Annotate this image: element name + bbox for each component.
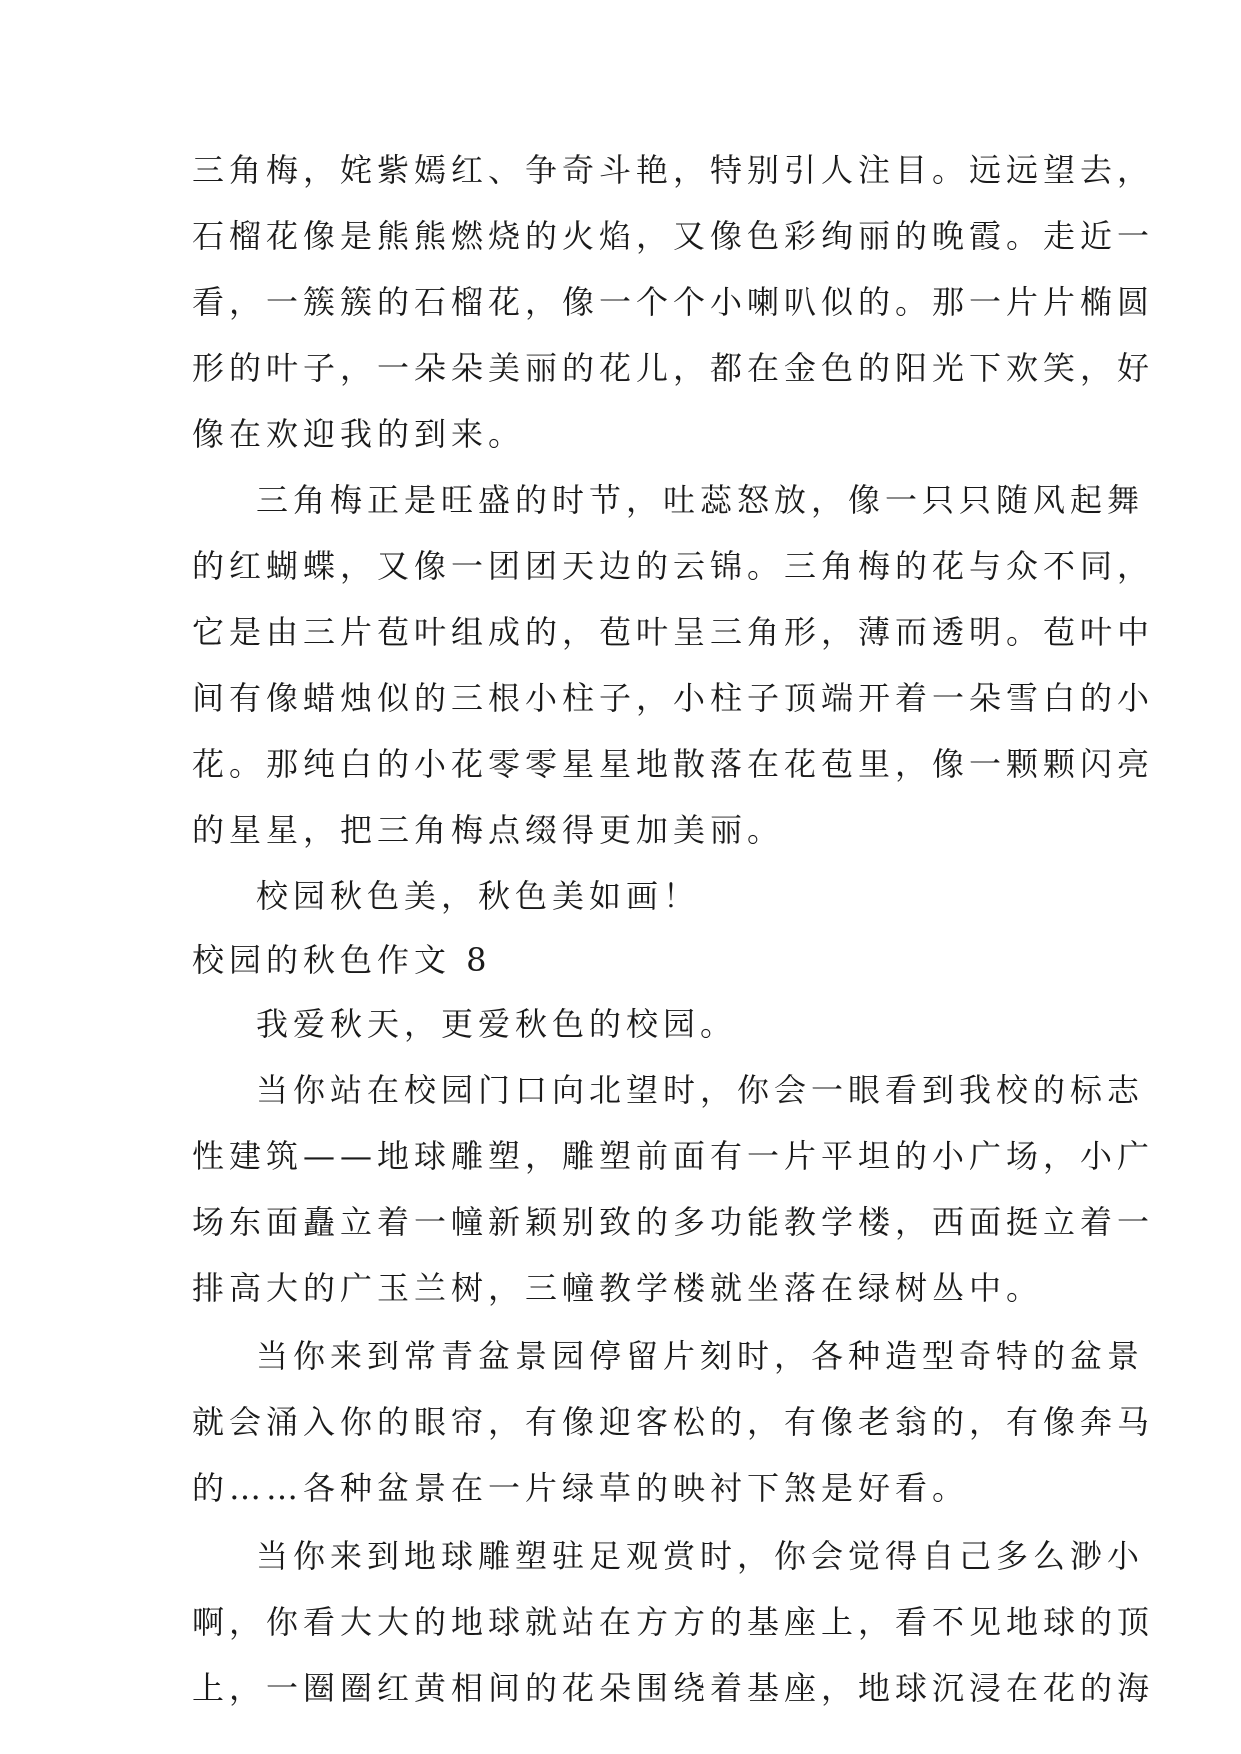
text-line: 场东面矗立着一幢新颖别致的多功能教学楼，西面挺立着一	[192, 1203, 1155, 1241]
text-line: 就会涌入你的眼帘，有像迎客松的，有像老翁的，有像奔马	[192, 1403, 1155, 1441]
text-line: 的……各种盆景在一片绿草的映衬下煞是好看。	[192, 1469, 970, 1507]
text-line: 像在欢迎我的到来。	[192, 415, 526, 453]
paragraph-first-line: 我爱秋天，更爱秋色的校园。	[256, 1005, 738, 1043]
text-line: 上，一圈圈红黄相间的花朵围绕着基座，地球沉浸在花的海	[192, 1669, 1155, 1707]
section-heading: 校园的秋色作文 8	[192, 941, 492, 979]
text-line: 的红蝴蝶，又像一团团天边的云锦。三角梅的花与众不同，	[192, 547, 1155, 585]
paragraph-first-line: 校园秋色美，秋色美如画！	[256, 877, 701, 915]
text-line: 间有像蜡烛似的三根小柱子，小柱子顶端开着一朵雪白的小	[192, 679, 1155, 717]
paragraph-first-line: 当你来到地球雕塑驻足观赏时，你会觉得自己多么渺小	[256, 1537, 1145, 1575]
text-line: 形的叶子，一朵朵美丽的花儿，都在金色的阳光下欢笑，好	[192, 349, 1155, 387]
text-line: 的星星，把三角梅点缀得更加美丽。	[192, 811, 785, 849]
paragraph-first-line: 当你来到常青盆景园停留片刻时，各种造型奇特的盆景	[256, 1337, 1145, 1375]
text-line: 看，一簇簇的石榴花，像一个个小喇叭似的。那一片片椭圆	[192, 283, 1155, 321]
text-line: 啊，你看大大的地球就站在方方的基座上，看不见地球的顶	[192, 1603, 1155, 1641]
text-line: 性建筑——地球雕塑，雕塑前面有一片平坦的小广场，小广	[192, 1137, 1155, 1175]
text-line: 石榴花像是熊熊燃烧的火焰，又像色彩绚丽的晚霞。走近一	[192, 217, 1155, 255]
text-line: 它是由三片苞叶组成的，苞叶呈三角形，薄而透明。苞叶中	[192, 613, 1155, 651]
paragraph-first-line: 三角梅正是旺盛的时节，吐蕊怒放，像一只只随风起舞	[256, 481, 1145, 519]
text-line: 花。那纯白的小花零零星星地散落在花苞里，像一颗颗闪亮	[192, 745, 1155, 783]
text-line: 排高大的广玉兰树，三幢教学楼就坐落在绿树丛中。	[192, 1269, 1044, 1307]
text-line: 三角梅，姹紫嫣红、争奇斗艳，特别引人注目。远远望去，	[192, 151, 1155, 189]
paragraph-first-line: 当你站在校园门口向北望时，你会一眼看到我校的标志	[256, 1071, 1145, 1109]
